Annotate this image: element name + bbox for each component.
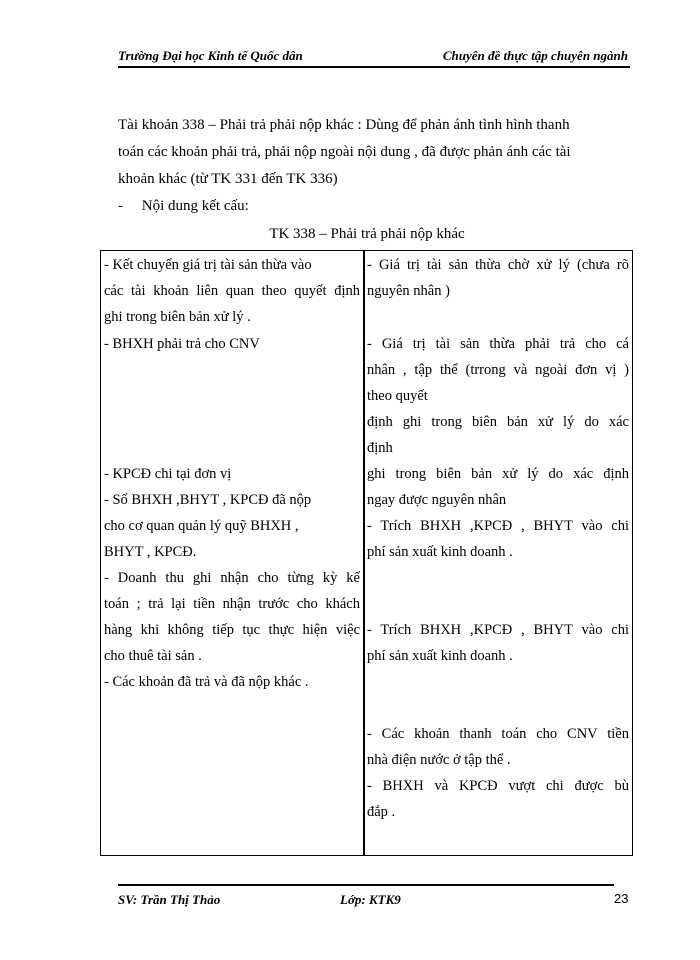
header-university: Trường Đại học Kinh tế Quốc dân — [118, 48, 303, 63]
credit-line: nguyên nhân ) — [367, 283, 450, 299]
intro-paragraph — [118, 112, 630, 193]
intro-line: Tài khoản 338 – Phải trả phải nộp khác : Dùng để phản ánh tình hình thanh — [118, 117, 570, 133]
credit-line: đắp . — [367, 804, 396, 820]
debit-line: cho cơ quan quản lý quỹ BHXH , — [104, 518, 299, 534]
intro-line: toán các khoản phải trả, phải nộp ngoài nội dung , đã được phản ánh các tài — [118, 144, 571, 160]
debit-line: - Kết chuyển giá trị tài sản thừa vào — [104, 257, 312, 273]
page-header — [118, 48, 630, 68]
page-footer — [118, 884, 614, 910]
credit-line: phí sản xuất kinh doanh . — [367, 544, 513, 560]
header-document-title: Chuyên đề thực tập chuyên ngành — [442, 48, 628, 63]
credit-line: theo quyết — [367, 388, 428, 404]
credit-line: ngay được nguyên nhân — [367, 492, 507, 508]
debit-line: các tài khoản liên quan theo quyết định — [104, 283, 360, 299]
credit-line: - BHXH và KPCĐ vượt chi được bù — [367, 778, 629, 794]
debit-line: toán ; trả lại tiền nhận trước cho khách — [104, 596, 360, 612]
debit-line: cho thuê tài sản . — [104, 648, 202, 664]
debit-line: - Các khoản đã trả và đã nộp khác . — [104, 674, 309, 690]
debit-line: BHYT , KPCĐ. — [104, 544, 197, 560]
credit-line: - Trích BHXH ,KPCĐ , BHYT vào chi — [367, 622, 629, 638]
debit-line: - Số BHXH ,BHYT , KPCĐ đã nộp — [104, 492, 312, 508]
debit-line: - Doanh thu ghi nhận cho từng kỳ kế — [104, 570, 360, 586]
credit-line: nhân , tập thể (trrong và ngoài đơn vị ) — [367, 362, 629, 378]
bullet-text: Nội dung kết cấu: — [141, 198, 249, 214]
credit-line: phí sản xuất kinh doanh . — [367, 648, 513, 664]
credit-line: định ghi trong biên bản xử lý do xác — [367, 414, 629, 430]
credit-line: ghi trong biên bản xử lý do xác định — [367, 466, 629, 482]
t-account-title: TK 338 – Phải trả phải nộp khác — [269, 226, 465, 242]
credit-line: định — [367, 440, 393, 456]
credit-line: - Giá trị tài sản thừa chờ xử lý (chưa rõ — [367, 257, 629, 273]
bullet-dash: - — [118, 198, 123, 214]
debit-line: - KPCĐ chi tại đơn vị — [104, 466, 232, 482]
credit-line: - Giá trị tài sản thừa phải trả cho cá — [367, 336, 629, 352]
footer-student: SV: Trần Thị Thảo — [118, 892, 221, 907]
credit-line: - Các khoản thanh toán cho CNV tiền — [367, 726, 629, 742]
page-number: 23 — [614, 891, 629, 906]
debit-line: hàng khi không tiếp tục thực hiện việc — [104, 622, 360, 638]
t-account-table — [100, 250, 633, 856]
debit-line: ghi trong biên bản xử lý . — [104, 309, 251, 325]
content-structure-bullet — [118, 193, 249, 220]
credit-line: nhà điện nước ở tập thể . — [367, 752, 511, 768]
intro-line: khoản khác (từ TK 331 đến TK 336) — [118, 171, 338, 187]
column-divider — [363, 251, 365, 855]
footer-class: Lớp: KTK9 — [340, 892, 401, 907]
debit-line: - BHXH phải trả cho CNV — [104, 336, 260, 352]
credit-line: - Trích BHXH ,KPCĐ , BHYT vào chi — [367, 518, 629, 534]
